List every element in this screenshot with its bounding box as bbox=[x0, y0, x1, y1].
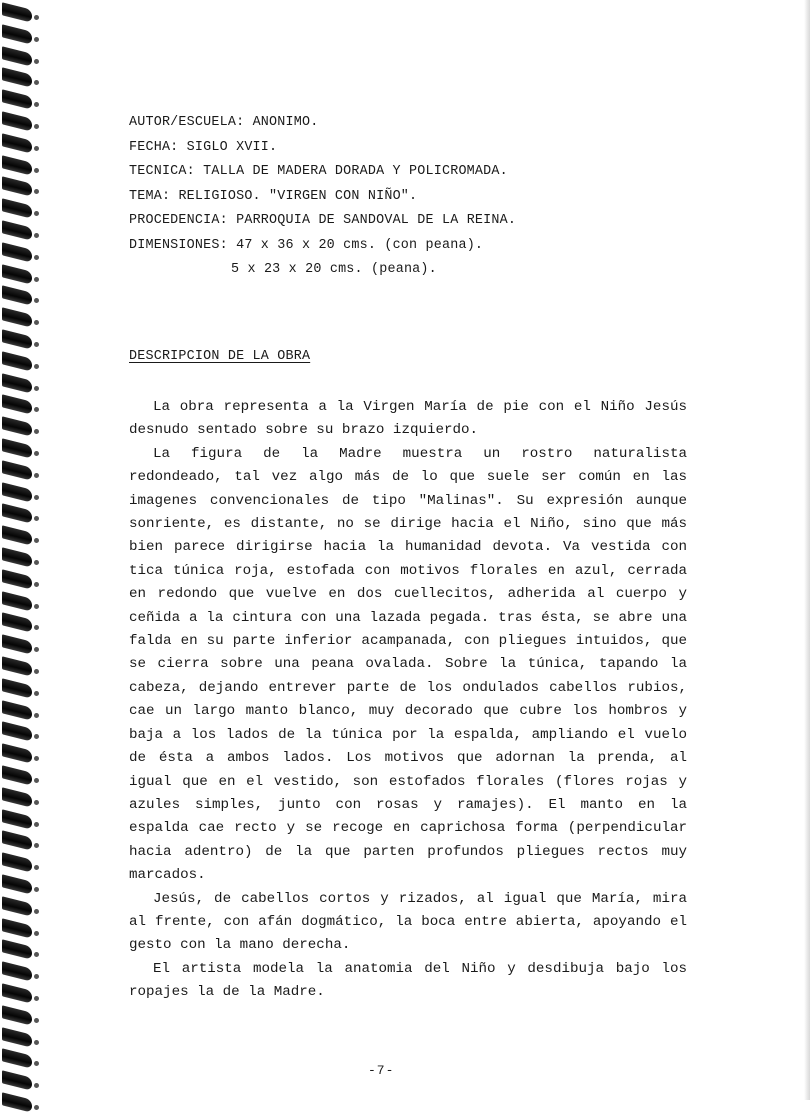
binding-hole bbox=[34, 102, 39, 107]
binding-hole bbox=[34, 277, 39, 282]
binding-ring bbox=[2, 1049, 32, 1069]
page-edge-shadow bbox=[804, 0, 810, 1100]
binding-hole bbox=[34, 604, 39, 609]
binding-ring bbox=[2, 46, 32, 66]
binding-ring bbox=[2, 700, 32, 720]
binding-hole bbox=[34, 952, 39, 957]
binding-ring bbox=[2, 743, 32, 763]
binding-ring bbox=[2, 787, 32, 807]
paragraph: Jesús, de cabellos cortos y rizados, al igual que María, mira al frente, con afán dogmático, la boca entre abierta, apoyando el gesto con la mano derecha. bbox=[129, 890, 687, 954]
binding-ring bbox=[2, 24, 32, 44]
binding-hole bbox=[34, 168, 39, 173]
binding-hole bbox=[34, 59, 39, 64]
binding-ring bbox=[2, 89, 32, 109]
binding-ring bbox=[2, 1027, 32, 1047]
binding-hole bbox=[34, 996, 39, 1001]
description-text bbox=[129, 396, 687, 1005]
binding-ring bbox=[2, 155, 32, 175]
binding-hole bbox=[34, 1083, 39, 1088]
artwork-metadata bbox=[129, 111, 516, 283]
metadata-label: DIMENSIONES: bbox=[129, 237, 228, 253]
binding-hole bbox=[34, 233, 39, 238]
binding-ring bbox=[2, 133, 32, 153]
binding-hole bbox=[34, 386, 39, 391]
metadata-row-author bbox=[129, 111, 516, 136]
binding-hole bbox=[34, 647, 39, 652]
binding-ring bbox=[2, 1092, 32, 1112]
metadata-value: 47 x 36 x 20 cms. (con peana). bbox=[236, 237, 484, 253]
binding-hole bbox=[34, 37, 39, 42]
metadata-value: ANONIMO. bbox=[252, 115, 319, 130]
binding-ring bbox=[2, 460, 32, 480]
binding-ring bbox=[2, 940, 32, 960]
binding-hole bbox=[34, 713, 39, 718]
binding-ring bbox=[2, 525, 32, 545]
binding-ring bbox=[2, 373, 32, 393]
binding-ring bbox=[2, 722, 32, 742]
binding-hole bbox=[34, 298, 39, 303]
paragraph: El artista modela la anatomia del Niño y desdibuja bajo los ropajes la de la Madre. bbox=[129, 960, 687, 1001]
binding-ring bbox=[2, 569, 32, 589]
metadata-label: TECNICA: bbox=[129, 164, 195, 179]
binding-hole bbox=[34, 1061, 39, 1066]
binding-hole bbox=[34, 255, 39, 260]
binding-hole bbox=[34, 931, 39, 936]
binding-ring bbox=[2, 678, 32, 698]
metadata-label: FECHA: bbox=[129, 139, 179, 155]
binding-ring bbox=[2, 765, 32, 785]
binding-hole bbox=[34, 15, 39, 20]
binding-ring bbox=[2, 264, 32, 284]
binding-ring bbox=[2, 307, 32, 327]
metadata-label: AUTOR/ESCUELA: bbox=[129, 115, 245, 130]
binding-hole bbox=[34, 364, 39, 369]
binding-hole bbox=[34, 582, 39, 587]
binding-ring bbox=[2, 395, 32, 415]
metadata-label: TEMA: bbox=[129, 188, 171, 204]
binding-hole bbox=[34, 146, 39, 151]
binding-hole bbox=[34, 1018, 39, 1023]
binding-ring bbox=[2, 111, 32, 131]
metadata-value: RELIGIOSO. "VIRGEN CON NIÑO". bbox=[178, 188, 418, 204]
binding-hole bbox=[34, 473, 39, 478]
binding-hole bbox=[34, 691, 39, 696]
binding-ring bbox=[2, 547, 32, 567]
binding-hole bbox=[34, 560, 39, 565]
binding-hole bbox=[34, 1105, 39, 1110]
page-number: -7- bbox=[368, 1063, 395, 1078]
binding-ring bbox=[2, 831, 32, 851]
binding-hole bbox=[34, 538, 39, 543]
binding-ring bbox=[2, 591, 32, 611]
binding-hole bbox=[34, 516, 39, 521]
binding-hole bbox=[34, 756, 39, 761]
paragraph: La obra representa a la Virgen María de pie con el Niño Jesús desnudo sentado sobre su brazo izquierdo. bbox=[129, 399, 687, 439]
binding-hole bbox=[34, 974, 39, 979]
binding-ring bbox=[2, 918, 32, 938]
binding-ring bbox=[2, 220, 32, 240]
binding-hole bbox=[34, 342, 39, 347]
metadata-value: TALLA DE MADERA DORADA Y POLICROMADA. bbox=[203, 164, 508, 179]
metadata-value: PARROQUIA DE SANDOVAL DE LA REINA. bbox=[236, 213, 517, 228]
binding-ring bbox=[2, 809, 32, 829]
metadata-row-theme bbox=[129, 185, 516, 210]
binding-ring bbox=[2, 961, 32, 981]
binding-ring bbox=[2, 242, 32, 262]
binding-hole bbox=[34, 80, 39, 85]
binding-ring bbox=[2, 438, 32, 458]
binding-ring bbox=[2, 1070, 32, 1090]
binding-ring bbox=[2, 852, 32, 872]
binding-ring bbox=[2, 983, 32, 1003]
binding-ring bbox=[2, 504, 32, 524]
metadata-value: SIGLO XVII. bbox=[186, 139, 278, 155]
binding-hole bbox=[34, 124, 39, 129]
binding-hole bbox=[34, 320, 39, 325]
binding-ring bbox=[2, 68, 32, 88]
metadata-row-technique bbox=[129, 160, 516, 185]
binding-ring bbox=[2, 351, 32, 371]
binding-hole bbox=[34, 778, 39, 783]
binding-ring bbox=[2, 416, 32, 436]
binding-hole bbox=[34, 211, 39, 216]
metadata-value: 5 x 23 x 20 cms. (peana). bbox=[231, 262, 437, 277]
binding-hole bbox=[34, 843, 39, 848]
binding-hole bbox=[34, 887, 39, 892]
binding-hole bbox=[34, 865, 39, 870]
binding-hole bbox=[34, 909, 39, 914]
binding-ring bbox=[2, 656, 32, 676]
binding-hole bbox=[34, 669, 39, 674]
metadata-row-date bbox=[129, 136, 516, 161]
section-title: DESCRIPCION DE LA OBRA bbox=[129, 349, 311, 364]
binding-ring bbox=[2, 2, 32, 22]
binding-hole bbox=[34, 407, 39, 412]
binding-ring bbox=[2, 874, 32, 894]
metadata-row-provenance bbox=[129, 209, 516, 234]
binding-hole bbox=[34, 495, 39, 500]
binding-ring bbox=[2, 896, 32, 916]
metadata-row-dimensions bbox=[129, 234, 516, 259]
binding-hole bbox=[34, 1040, 39, 1045]
binding-hole bbox=[34, 451, 39, 456]
binding-hole bbox=[34, 625, 39, 630]
spiral-binding bbox=[0, 0, 42, 1100]
binding-ring bbox=[2, 286, 32, 306]
binding-hole bbox=[34, 734, 39, 739]
binding-hole bbox=[34, 189, 39, 194]
binding-ring bbox=[2, 177, 32, 197]
binding-hole bbox=[34, 800, 39, 805]
binding-ring bbox=[2, 329, 32, 349]
metadata-row-dimensions-base bbox=[129, 258, 516, 283]
binding-ring bbox=[2, 482, 32, 502]
binding-hole bbox=[34, 822, 39, 827]
binding-ring bbox=[2, 613, 32, 633]
binding-ring bbox=[2, 1005, 32, 1025]
binding-ring bbox=[2, 198, 32, 218]
metadata-label: PROCEDENCIA: bbox=[129, 213, 228, 228]
binding-ring bbox=[2, 634, 32, 654]
paragraph: La figura de la Madre muestra un rostro naturalista redondeado, tal vez algo más de lo que suele ser común en las imagenes convencionales de tipo "Malinas". Su expresión aunque sonriente, es distante, no se dirige hacia el Niño, sino que más bien parece dirigirse hacia la humanidad devota. Va vestida con tica túnica roja, estofada con motivos florales en azul, cerrada en redondo que vuelve en dos cuellecitos, adherida al cuerpo y ceñida a la cintura con una lazada pegada. tras ésta, se abre una falda en su parte inferior acampanada, con pliegues intuidos, que se cierra sobre una peana ovalada. Sobre la túnica, tapando la cabeza, dejando entrever parte de los ondulados cabellos rubios, cae un largo manto blanco, muy decorado que cubre los hombros y baja a los lados de la túnica por la espalda, ampliando el vuelo de ésta a ambos lados. Los motivos que adornan la prenda, al igual que en el vestido, son estofados florales (flores rojas y azules simples, junto con rosas y ramajes). El manto en la espalda cae recto y se recoge en caprichosa forma (perpendicular hacia adentro) de la que parten profundos pliegues rectos muy marcados. bbox=[129, 445, 687, 884]
binding-hole bbox=[34, 429, 39, 434]
